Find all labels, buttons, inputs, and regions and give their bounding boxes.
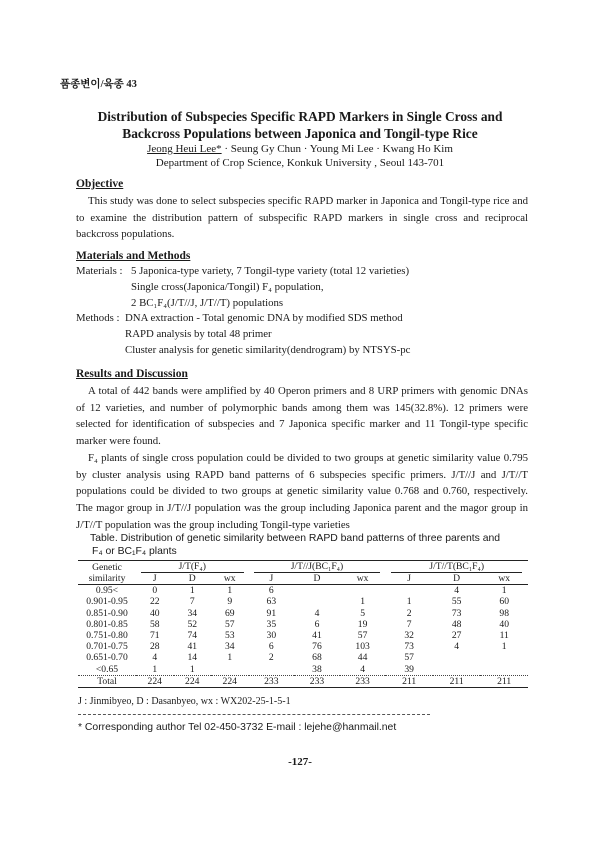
group-header: J/T(F₄) xyxy=(141,561,245,573)
table-row: 0.751-0.80 71 74 53 30 41 57 32 27 11 xyxy=(86,630,509,642)
column-header: wx xyxy=(340,573,386,585)
materials-label: Materials : xyxy=(76,265,123,277)
results-heading: Results and Discussion xyxy=(76,368,188,380)
column-header: D xyxy=(433,573,480,585)
table-row: 0.95< 0 1 1 6 4 1 xyxy=(95,585,507,597)
table-total-row: Total 224 224 224 233 233 233 211 211 211 xyxy=(78,675,528,687)
column-header: wx xyxy=(211,573,249,585)
column-header: D xyxy=(294,573,340,585)
table-row: 0.801-0.85 58 52 57 35 6 19 7 48 40 xyxy=(86,618,509,630)
methods-item: DNA extraction - Total genomic DNA by modified SDS method xyxy=(125,312,403,324)
table-row: <0.65 1 1 38 4 39 xyxy=(95,663,414,675)
table-footnote: J : Jinmibyeo, D : Dasanbyeo, wx : WX202-25-1-5-1 xyxy=(78,696,291,707)
results-paragraph-2: F₄ plants of single cross population could be divided to two groups at genetic similarity value 0.795 by cluster analysis using RAPD band patterns of 6 subspecies specific primers. J/T//J and J/T//T populations could be divided to two groups at genetic similarity value 0.768 and 0.760, respectively. The magor group in J/T//J population was the group including Japonica parent and the magor group in J/T//T population was the group including Tongil-type varieties xyxy=(76,451,528,531)
materials-item: 5 Japonica-type variety, 7 Tongil-type variety (total 12 varieties) xyxy=(131,265,410,277)
title-line-1: Distribution of Subspecies Specific RAPD Markers in Single Cross and xyxy=(97,109,503,124)
methods-heading: Materials and Methods xyxy=(76,250,191,262)
methods-item: Cluster analysis for genetic similarity(dendrogram) by NTSYS-pc xyxy=(125,344,411,356)
column-header: D xyxy=(174,573,212,585)
similarity-table xyxy=(78,560,528,688)
co-authors: · Seung Gy Chun · Young Mi Lee · Kwang Ho Kim xyxy=(221,143,453,155)
materials-item: Single cross(Japonica/Tongil) F₄ population, xyxy=(131,281,324,293)
corresponding-author-note: * Corresponding author Tel 02-450-3732 E-mail : lejehe@hanmail.net xyxy=(78,722,397,733)
group-header: J/T//T(BC₁F₄) xyxy=(391,561,522,573)
methods-label: Methods : xyxy=(76,312,120,324)
author-list xyxy=(40,142,560,156)
table-row: 0.901-0.95 22 7 9 63 1 1 55 60 xyxy=(86,596,509,608)
column-header: J xyxy=(385,573,432,585)
footnote-divider xyxy=(78,714,430,715)
table-caption: Table. Distribution of genetic similarity between RAPD band patterns of three parents and F₄ or BC₁F₄ plants xyxy=(90,533,501,557)
row-header: Genetic xyxy=(78,561,136,574)
materials-item: 2 BC₁F₄(J/T//J, J/T//T) populations xyxy=(131,297,284,309)
table-row: 0.851-0.90 40 34 69 91 4 5 2 73 98 xyxy=(86,607,509,619)
group-header: J/T//J(BC₁F₄) xyxy=(254,561,380,573)
paper-title xyxy=(40,108,560,142)
methods-item: RAPD analysis by total 48 primer xyxy=(125,328,272,340)
column-header: J xyxy=(136,573,174,585)
corresponding-author-name: Jeong Heui Lee* xyxy=(147,143,222,155)
objective-text: This study was done to select subspecies specific RAPD marker in Japonica and Tongil-type rice and to examine the distribution pattern of subspecific RAPD markers in single cross and reciprocal backcross populations. xyxy=(76,195,528,241)
affiliation: Department of Crop Science, Konkuk University , Seoul 143-701 xyxy=(155,157,445,169)
title-line-2: Backcross Populations between Japonica and Tongil-type Rice xyxy=(122,126,478,141)
page-number: -127- xyxy=(288,756,312,768)
table-row: 0.701-0.75 28 41 34 6 76 103 73 4 1 xyxy=(86,641,507,653)
column-header: J xyxy=(249,573,295,585)
running-header: 품종변이/육종 43 xyxy=(60,79,137,90)
table-row: 0.651-0.70 4 14 1 2 68 44 57 xyxy=(86,652,414,664)
column-header: wx xyxy=(480,573,528,585)
objective-heading: Objective xyxy=(76,178,124,190)
results-text xyxy=(76,383,528,533)
row-header: similarity xyxy=(78,573,136,585)
author-block xyxy=(40,142,560,170)
results-paragraph-1: A total of 442 bands were amplified by 40 Operon primers and 8 URP primers with genomic DNAs of 12 varieties, and number of polymorphic bands among them was 145(32.8%). 12 primers were selected for identification of subspecies and 7 Japonica specific marker and 11 Tongil-type specific marker were found. xyxy=(76,385,528,448)
